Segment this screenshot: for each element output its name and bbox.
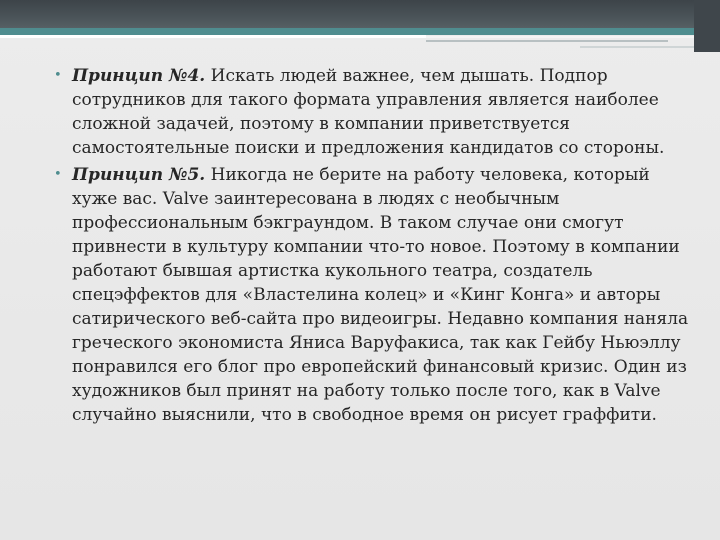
header-corner-block <box>694 0 720 52</box>
principle-5-text: Никогда не берите на работу человека, который хуже вас. Valve заинтересована в людях с необычным профессиональным бэкграундом. В таком случае они смогут привнести в культуру компании что-то новое. Поэтому в компании работают бывшая артистка кукольного театра, создатель спецэффектов для «Властелина колец» и «Кинг Конга» и авторы сатирического веб-сайта про видеоигры. Недавно компания наняла греческого экономиста Яниса Варуфакиса, так как Гейбу Ньюэллу понравился его блог про европейский финансовый кризис. Один из художников был принят на работу только после того, как в Valve случайно выяснили, что в свободное время он рисует граффити. <box>72 165 689 425</box>
bullet-principle-5 <box>54 163 694 427</box>
header-band <box>0 0 720 28</box>
principle-5-title: Принцип №5. <box>72 165 206 185</box>
decor-bar-4 <box>580 46 694 48</box>
accent-line <box>0 28 694 35</box>
slide-content <box>54 64 694 430</box>
decor-bar-2 <box>426 36 694 38</box>
decor-bar-1 <box>0 35 426 38</box>
bullet-marker: • <box>54 167 62 182</box>
decor-bar-3 <box>426 40 668 42</box>
bullet-principle-4 <box>54 64 694 160</box>
principle-4-text: Искать людей важнее, чем дышать. Подпор сотрудников для такого формата управления является наиболее сложной задачей, поэтому в компании приветствуется самостоятельные поиски и предложения кандидатов со стороны. <box>72 66 665 158</box>
bullet-marker: • <box>54 68 62 83</box>
principle-4-title: Принцип №4. <box>72 66 206 86</box>
